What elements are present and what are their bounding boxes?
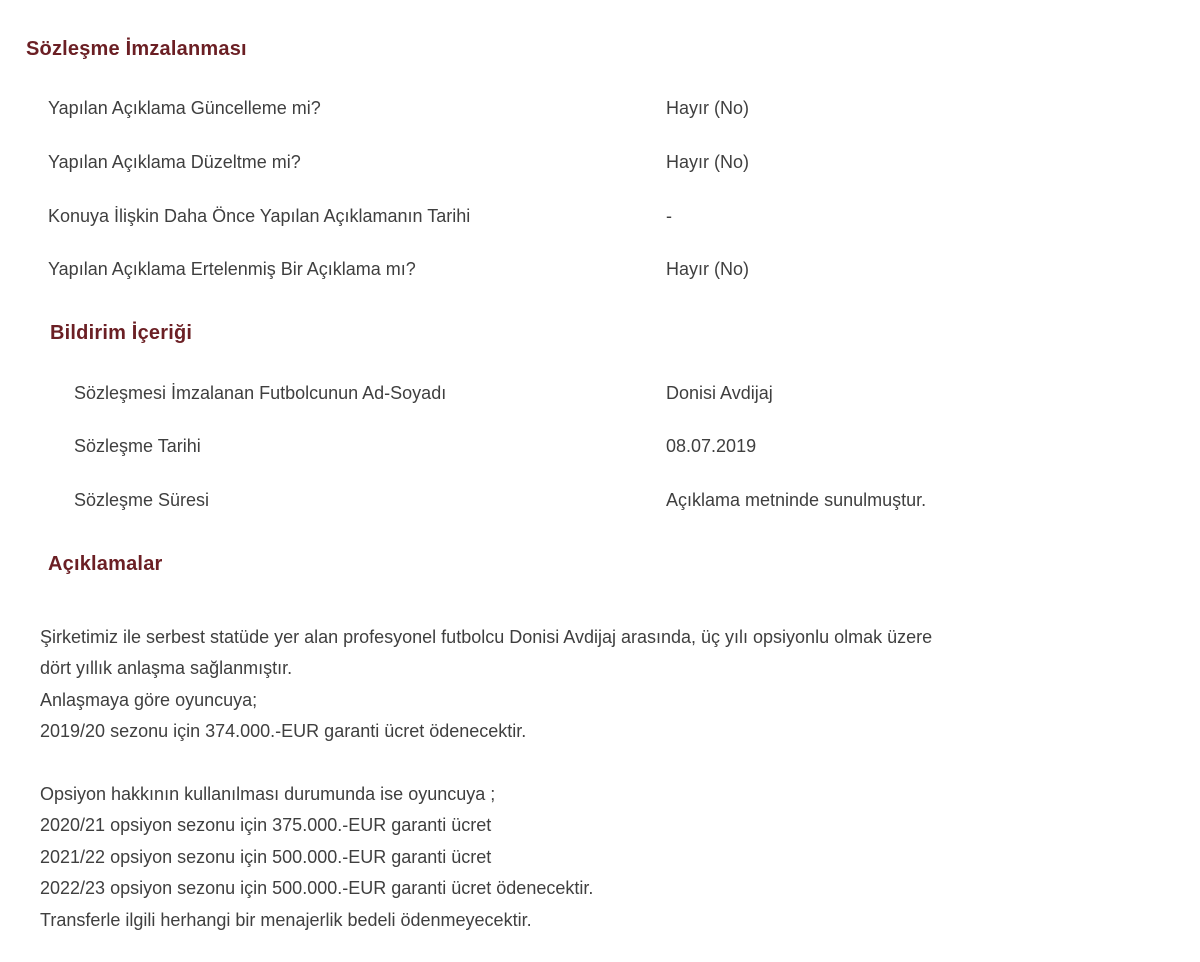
row-label-deferred: Yapılan Açıklama Ertelenmiş Bir Açıklama mı? [48, 259, 416, 279]
explanation-line: 2022/23 opsiyon sezonu için 500.000.-EUR garanti ücret ödenecektir. [40, 878, 594, 899]
explanation-line-blank [40, 748, 1140, 779]
explanation-line: 2019/20 sezonu için 374.000.-EUR garanti ücret ödenecektir. [40, 721, 527, 742]
row-value-correction: Hayır (No) [666, 152, 750, 172]
row-label-player-name: Sözleşmesi İmzalanan Futbolcunun Ad-Soyadı [74, 383, 447, 403]
row-label-update: Yapılan Açıklama Güncelleme mi? [48, 98, 321, 118]
explanations-section-title: Açıklamalar [48, 553, 163, 575]
explanation-line: 2021/22 opsiyon sezonu için 500.000.-EUR garanti ücret [40, 846, 492, 867]
explanation-line: Anlaşmaya göre oyuncuya; [40, 689, 258, 710]
explanation-line: Transferle ilgili herhangi bir menajerlik bedeli ödenmeyecektir. [40, 909, 532, 930]
explanation-line: 2020/21 opsiyon sezonu için 375.000.-EUR garanti ücret [40, 815, 492, 836]
row-value-contract-duration: Açıklama metninde sunulmuştur. [666, 490, 927, 510]
row-label-correction: Yapılan Açıklama Düzeltme mi? [48, 152, 301, 172]
row-value-update: Hayır (No) [666, 98, 750, 118]
row-value-previous-date: - [666, 206, 672, 226]
explanation-line: Opsiyon hakkının kullanılması durumunda ise oyuncuya ; [40, 784, 496, 805]
row-value-contract-date: 08.07.2019 [666, 436, 757, 456]
row-label-contract-duration: Sözleşme Süresi [74, 490, 210, 510]
explanation-text [40, 622, 1140, 936]
row-label-previous-date: Konuya İlişkin Daha Önce Yapılan Açıklamanın Tarihi [48, 206, 471, 226]
explanation-line: dört yıllık anlaşma sağlanmıştır. [40, 658, 293, 679]
row-label-contract-date: Sözleşme Tarihi [74, 436, 201, 456]
notification-section-title: Bildirim İçeriği [50, 322, 193, 344]
row-value-deferred: Hayır (No) [666, 259, 750, 279]
contract-section-title: Sözleşme İmzalanması [26, 38, 247, 60]
row-value-player-name: Donisi Avdijaj [666, 383, 773, 403]
explanation-line: Şirketimiz ile serbest statüde yer alan profesyonel futbolcu Donisi Avdijaj arasında, üç yılı opsiyonlu olmak üzere [40, 627, 933, 647]
